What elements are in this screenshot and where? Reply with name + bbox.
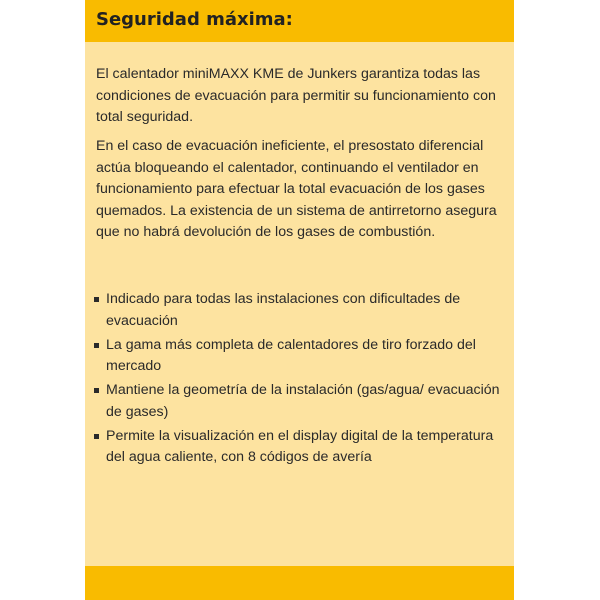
feature-text: Mantiene la geometría de la instalación (gas/agua/ evacuación de gases)	[106, 382, 500, 420]
safety-paragraph: En el caso de evacuación ineficiente, el presostato diferencial actúa bloqueando el calentador, continuando el ventilador en funcionamiento para efectuar la total evacuación de los gases quemados. La existencia de un sistema de antirretorno asegura que no habrá devolución de los gases de combustión.	[96, 138, 497, 240]
feature-list	[94, 289, 506, 471]
info-card	[85, 0, 514, 600]
square-bullet-icon	[94, 388, 99, 393]
feature-item	[94, 426, 506, 469]
intro-paragraph: El calentador miniMAXX KME de Junkers garantiza todas las condiciones de evacuación para permitir su funcionamiento con total seguridad.	[96, 66, 496, 125]
square-bullet-icon	[94, 343, 99, 348]
bottom-bar	[85, 566, 514, 600]
feature-text: La gama más completa de calentadores de tiro forzado del mercado	[106, 336, 476, 374]
section-title: Seguridad máxima:	[96, 9, 293, 30]
feature-text: Indicado para todas las instalaciones con dificultades de evacuación	[106, 291, 461, 329]
feature-item	[94, 335, 506, 378]
title-bar	[85, 0, 514, 42]
feature-item	[94, 289, 506, 332]
feature-item	[94, 380, 506, 423]
feature-text: Permite la visualización en el display digital de la temperatura del agua caliente, con 8 códigos de avería	[106, 427, 494, 465]
square-bullet-icon	[94, 434, 99, 439]
square-bullet-icon	[94, 297, 99, 302]
